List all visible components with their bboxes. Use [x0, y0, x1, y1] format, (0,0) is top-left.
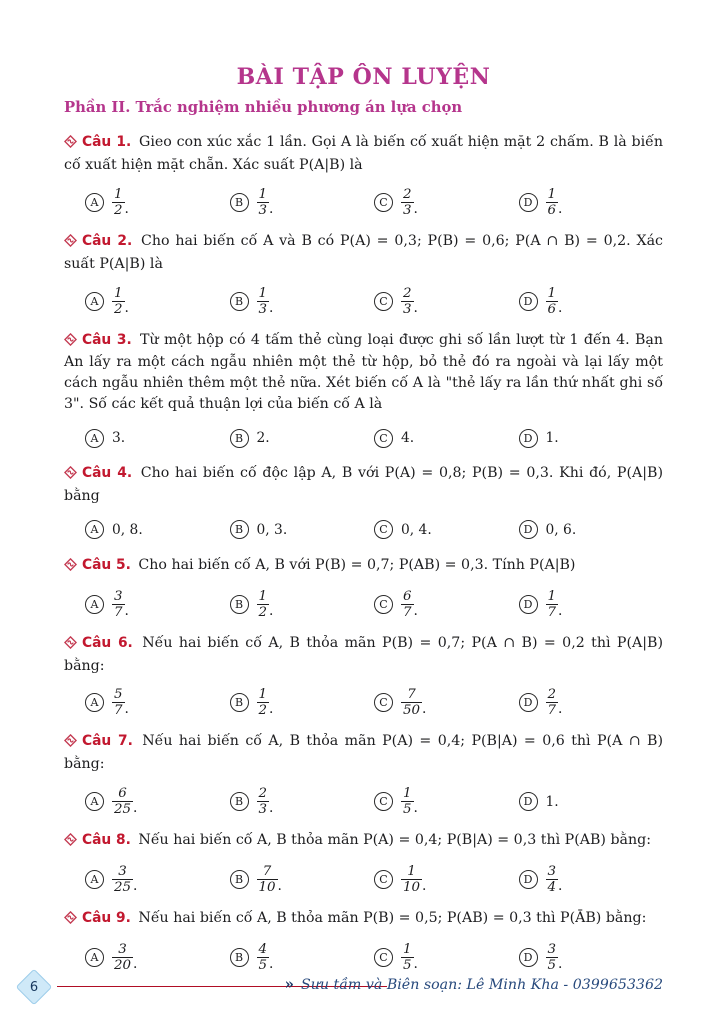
- fraction: [257, 187, 270, 218]
- option-letter: B: [230, 792, 249, 811]
- question-block: [64, 463, 663, 542]
- option-suffix: .: [133, 955, 138, 972]
- footer-credit: [285, 975, 663, 993]
- options-row: [64, 589, 663, 620]
- option-suffix: .: [558, 602, 563, 619]
- option-letter: B: [230, 870, 249, 889]
- fraction-denominator: 6: [547, 202, 557, 218]
- question-marker-icon: [64, 134, 77, 155]
- question-text: [64, 908, 663, 931]
- option-c: [374, 187, 519, 218]
- fraction-numerator: 1: [258, 588, 268, 604]
- option-suffix: .: [133, 878, 138, 894]
- option-letter: D: [519, 520, 538, 539]
- question-label: Câu 5.: [82, 556, 131, 573]
- option-letter: A: [85, 870, 104, 889]
- option-a: [85, 864, 230, 895]
- option-value: [112, 786, 137, 817]
- fraction-numerator: 2: [258, 786, 268, 802]
- option-value: [257, 864, 282, 895]
- option-c: [374, 864, 519, 895]
- option-value: [401, 522, 432, 538]
- option-d: [519, 589, 664, 620]
- fraction-numerator: 3: [547, 941, 557, 957]
- fraction-denominator: 25: [114, 880, 132, 895]
- fraction: [112, 187, 125, 218]
- options-row: [64, 786, 663, 817]
- fraction-denominator: 10: [258, 880, 276, 895]
- option-suffix: .: [413, 800, 418, 817]
- footer-credit-text: Sưu tầm và Biên soạn: Lê Minh Kha - 0399653362: [300, 977, 663, 993]
- option-letter: C: [374, 193, 393, 212]
- option-suffix: .: [124, 701, 129, 718]
- fraction-denominator: 4: [547, 880, 557, 895]
- fraction-numerator: 1: [258, 186, 268, 202]
- option-value: [401, 430, 414, 446]
- option-value: [401, 786, 418, 817]
- fraction-denominator: 2: [258, 604, 268, 620]
- option-b: [230, 864, 375, 895]
- option-d: [519, 426, 664, 450]
- question-text: [64, 731, 663, 775]
- fraction-numerator: 3: [547, 864, 557, 879]
- option-a: [85, 187, 230, 218]
- fraction-numerator: 1: [114, 186, 123, 202]
- fraction-denominator: 7: [114, 703, 123, 719]
- fraction-numerator: 2: [547, 687, 557, 703]
- option-b: [230, 518, 375, 542]
- option-value: [257, 589, 274, 620]
- option-b: [230, 687, 375, 718]
- fraction: [257, 589, 270, 620]
- option-letter: D: [519, 429, 538, 448]
- option-value: [112, 864, 137, 895]
- option-suffix: .: [558, 878, 563, 894]
- option-letter: B: [230, 520, 249, 539]
- fraction-denominator: 5: [258, 957, 268, 973]
- question-body-text: Cho hai biến cố A, B với P(B) = 0,7; P(AB) = 0,3. Tính P(A|B): [133, 556, 576, 573]
- option-suffix: .: [269, 200, 274, 217]
- question-text: [64, 330, 663, 416]
- option-d: [519, 187, 664, 218]
- question-label: Câu 6.: [82, 634, 133, 651]
- fraction-numerator: 1: [547, 285, 557, 301]
- question-label: Câu 7.: [82, 733, 133, 750]
- fraction: [546, 187, 559, 218]
- option-a: [85, 426, 230, 450]
- fraction: [257, 864, 278, 895]
- question-body-text: Nếu hai biến cố A, B thỏa mãn P(A) = 0,4; P(B|A) = 0,3 thì P(AB) bằng:: [133, 832, 651, 849]
- question-list: [64, 132, 663, 973]
- option-value: [112, 589, 129, 620]
- option-d: [519, 286, 664, 317]
- option-value: [112, 187, 129, 218]
- option-b: [230, 589, 375, 620]
- fraction-denominator: 3: [258, 802, 268, 818]
- option-letter: D: [519, 292, 538, 311]
- fraction: [401, 286, 414, 317]
- option-suffix: .: [269, 602, 274, 619]
- fraction-denominator: 7: [403, 604, 412, 620]
- option-suffix: .: [269, 299, 274, 316]
- option-suffix: .: [124, 602, 129, 619]
- fraction-numerator: 1: [403, 786, 412, 802]
- question-block: [64, 731, 663, 817]
- question-marker-icon: [64, 832, 77, 853]
- option-suffix: .: [269, 800, 274, 817]
- option-suffix: .: [277, 878, 282, 894]
- option-letter: C: [374, 595, 393, 614]
- option-value: [546, 522, 577, 538]
- question-block: [64, 231, 663, 317]
- option-suffix: .: [133, 800, 138, 817]
- option-text: 0, 8.: [112, 521, 143, 538]
- fraction-numerator: 6: [118, 786, 127, 802]
- option-value: [112, 687, 129, 718]
- option-value: [257, 430, 270, 446]
- fraction-numerator: 6: [403, 588, 412, 604]
- question-text: [64, 231, 663, 275]
- question-text: [64, 633, 663, 677]
- fraction-numerator: 1: [114, 285, 123, 301]
- fraction-denominator: 25: [114, 802, 132, 818]
- question-label: Câu 8.: [82, 832, 131, 849]
- option-letter: B: [230, 948, 249, 967]
- option-suffix: .: [413, 602, 418, 619]
- fraction-numerator: 3: [118, 864, 127, 879]
- question-text: [64, 463, 663, 507]
- option-letter: A: [85, 693, 104, 712]
- option-letter: A: [85, 193, 104, 212]
- question-body-text: Nếu hai biến cố A, B thỏa mãn P(B) = 0,7; P(A ∩ B) = 0,2 thì P(A|B) bằng:: [64, 634, 663, 674]
- fraction-denominator: 5: [403, 802, 412, 818]
- question-block: [64, 132, 663, 218]
- option-letter: D: [519, 948, 538, 967]
- fraction: [112, 589, 125, 620]
- question-body-text: Cho hai biến cố độc lập A, B với P(A) = 0,8; P(B) = 0,3. Khi đó, P(A|B) bằng: [64, 465, 663, 504]
- option-letter: B: [230, 595, 249, 614]
- option-letter: D: [519, 193, 538, 212]
- option-value: [401, 687, 426, 718]
- option-letter: C: [374, 870, 393, 889]
- option-letter: A: [85, 792, 104, 811]
- page-footer: [0, 966, 725, 1010]
- option-text: 1.: [545, 430, 559, 446]
- option-a: [85, 786, 230, 817]
- question-text: [64, 132, 663, 176]
- option-text: 4.: [401, 430, 415, 446]
- option-text: 0, 4.: [401, 521, 432, 538]
- option-letter: C: [374, 948, 393, 967]
- option-letter: A: [85, 520, 104, 539]
- option-d: [519, 687, 664, 718]
- fraction: [112, 687, 125, 718]
- option-letter: D: [519, 870, 538, 889]
- option-suffix: .: [269, 955, 274, 972]
- fraction-denominator: 3: [258, 301, 268, 317]
- fraction-numerator: 1: [547, 186, 557, 202]
- fraction: [401, 589, 414, 620]
- fraction-numerator: 3: [118, 941, 127, 957]
- fraction-denominator: 2: [258, 703, 268, 719]
- option-value: [257, 187, 274, 218]
- option-letter: C: [374, 792, 393, 811]
- options-row: [64, 286, 663, 317]
- option-letter: D: [519, 693, 538, 712]
- option-value: [401, 286, 418, 317]
- question-block: [64, 830, 663, 895]
- option-value: [257, 286, 274, 317]
- question-marker-icon: [64, 332, 77, 353]
- option-text: 2.: [256, 430, 270, 446]
- fraction-numerator: 5: [114, 687, 123, 703]
- fraction-denominator: 2: [114, 301, 123, 317]
- option-a: [85, 286, 230, 317]
- option-letter: C: [374, 292, 393, 311]
- question-label: Câu 3.: [82, 331, 132, 348]
- fraction: [257, 286, 270, 317]
- options-row: [64, 687, 663, 718]
- options-row: [64, 426, 663, 450]
- fraction-denominator: 6: [547, 301, 557, 317]
- fraction: [112, 864, 133, 895]
- option-c: [374, 786, 519, 817]
- page-number: 6: [29, 979, 39, 995]
- fraction-denominator: 7: [547, 604, 557, 620]
- question-text: [64, 830, 663, 853]
- question-marker-icon: [64, 733, 77, 754]
- fraction-denominator: 50: [403, 703, 421, 719]
- option-suffix: .: [422, 701, 427, 718]
- option-text: 0, 3.: [256, 521, 288, 538]
- fraction-numerator: 2: [403, 285, 412, 301]
- option-value: [546, 794, 559, 810]
- question-block: [64, 555, 663, 620]
- option-value: [401, 864, 426, 895]
- question-marker-icon: [64, 233, 77, 254]
- question-marker-icon: [64, 465, 77, 486]
- question-body-text: Nếu hai biến cố A, B thỏa mãn P(A) = 0,4; P(B|A) = 0,6 thì P(A ∩ B) bằng:: [64, 733, 663, 773]
- option-suffix: .: [413, 200, 418, 217]
- question-body-text: Gieo con xúc xắc 1 lần. Gọi A là biến cố xuất hiện mặt 2 chấm. B là biến cố xuất hiện mặt chẵn. Xác suất P(A|B) là: [64, 134, 664, 173]
- question-marker-icon: [64, 557, 77, 578]
- option-value: [257, 687, 274, 718]
- question-label: Câu 9.: [82, 910, 131, 926]
- question-body-text: Nếu hai biến cố A, B thỏa mãn P(B) = 0,5; P(AB) = 0,3 thì P(ĀB) bằng:: [133, 910, 647, 926]
- option-suffix: .: [558, 299, 563, 316]
- fraction-numerator: 3: [114, 588, 123, 604]
- fraction: [546, 589, 559, 620]
- fraction: [546, 286, 559, 317]
- option-c: [374, 687, 519, 718]
- option-c: [374, 286, 519, 317]
- option-value: [546, 864, 563, 895]
- option-text: 3.: [112, 430, 126, 446]
- fraction-numerator: 7: [262, 864, 272, 879]
- fraction-denominator: 3: [258, 202, 268, 218]
- fraction-numerator: 2: [403, 186, 412, 202]
- option-letter: A: [85, 948, 104, 967]
- fraction-denominator: 10: [403, 880, 421, 895]
- option-letter: B: [230, 292, 249, 311]
- option-b: [230, 426, 375, 450]
- option-b: [230, 187, 375, 218]
- fraction-numerator: 1: [258, 285, 268, 301]
- fraction: [546, 864, 559, 895]
- option-suffix: .: [422, 878, 427, 894]
- fraction-numerator: 1: [258, 687, 268, 703]
- fraction-numerator: 1: [547, 588, 557, 604]
- question-block: [64, 633, 663, 719]
- option-b: [230, 786, 375, 817]
- fraction: [112, 286, 125, 317]
- fraction-denominator: 5: [403, 957, 412, 973]
- section-subtitle: Phần II. Trắc nghiệm nhiều phương án lựa chọn: [64, 99, 463, 116]
- question-marker-icon: [64, 910, 77, 931]
- fraction-numerator: 7: [407, 687, 416, 703]
- option-value: [546, 430, 559, 446]
- fraction: [112, 786, 133, 817]
- fraction-denominator: 3: [403, 301, 412, 317]
- option-value: [257, 522, 288, 538]
- option-letter: C: [374, 693, 393, 712]
- option-letter: A: [85, 595, 104, 614]
- fraction: [257, 687, 270, 718]
- option-letter: C: [374, 520, 393, 539]
- option-letter: B: [230, 193, 249, 212]
- option-suffix: .: [124, 299, 129, 316]
- fraction: [401, 187, 414, 218]
- fraction-denominator: 2: [114, 202, 123, 218]
- fraction: [401, 687, 422, 718]
- option-letter: A: [85, 292, 104, 311]
- question-text: [64, 555, 663, 578]
- option-c: [374, 589, 519, 620]
- fraction: [401, 864, 422, 895]
- fraction-denominator: 3: [403, 202, 412, 218]
- option-value: [546, 589, 563, 620]
- option-suffix: .: [558, 701, 563, 718]
- question-label: Câu 2.: [82, 232, 133, 249]
- option-value: [112, 286, 129, 317]
- option-b: [230, 286, 375, 317]
- option-value: [546, 286, 563, 317]
- fraction-numerator: 1: [403, 941, 412, 957]
- fraction: [257, 786, 270, 817]
- page-title: BÀI TẬP ÔN LUYỆN: [236, 64, 491, 90]
- option-d: [519, 864, 664, 895]
- option-c: [374, 426, 519, 450]
- option-letter: C: [374, 429, 393, 448]
- option-suffix: .: [558, 200, 563, 217]
- question-block: [64, 330, 663, 451]
- option-text: 1.: [545, 793, 559, 810]
- option-value: [546, 187, 563, 218]
- fraction: [546, 687, 559, 718]
- option-a: [85, 518, 230, 542]
- fraction-denominator: 5: [547, 957, 557, 973]
- option-a: [85, 589, 230, 620]
- options-row: [64, 518, 663, 542]
- option-letter: D: [519, 792, 538, 811]
- fraction-denominator: 7: [114, 604, 123, 620]
- fraction-numerator: 1: [407, 864, 416, 879]
- option-suffix: .: [124, 200, 129, 217]
- option-suffix: .: [413, 299, 418, 316]
- option-value: [546, 687, 563, 718]
- fraction-denominator: 20: [114, 957, 132, 973]
- option-value: [401, 187, 418, 218]
- options-row: [64, 187, 663, 218]
- option-letter: B: [230, 693, 249, 712]
- option-c: [374, 518, 519, 542]
- option-letter: A: [85, 429, 104, 448]
- option-value: [257, 786, 274, 817]
- option-suffix: .: [558, 955, 563, 972]
- double-chevron-icon: »: [284, 975, 294, 993]
- fraction-numerator: 4: [258, 941, 268, 957]
- option-value: [401, 589, 418, 620]
- option-text: 0, 6.: [545, 521, 577, 538]
- fraction: [401, 786, 414, 817]
- option-d: [519, 518, 664, 542]
- option-a: [85, 687, 230, 718]
- option-letter: B: [230, 429, 249, 448]
- question-body-text: Từ một hộp có 4 tấm thẻ cùng loại được ghi số lần lượt từ 1 đến 4. Bạn An lấy ra một cách ngẫu nhiên một thẻ từ hộp, bỏ thẻ đó ra ngoài và lại lấy một cách ngẫu nhiên thêm một thẻ nữa. Xét biến cố A là "thẻ lấy ra lần thứ nhất ghi số 3". Số các kết quả thuận lợi của biến cố A là: [64, 331, 663, 413]
- options-row: [64, 864, 663, 895]
- question-label: Câu 1.: [82, 134, 132, 150]
- question-block: [64, 908, 663, 973]
- question-marker-icon: [64, 635, 77, 656]
- question-body-text: Cho hai biến cố A và B có P(A) = 0,3; P(B) = 0,6; P(A ∩ B) = 0,2. Xác suất P(A|B) là: [64, 232, 663, 272]
- question-label: Câu 4.: [82, 465, 133, 481]
- option-value: [112, 522, 143, 538]
- option-letter: D: [519, 595, 538, 614]
- fraction-denominator: 7: [547, 703, 557, 719]
- option-d: [519, 790, 664, 814]
- option-suffix: .: [413, 955, 418, 972]
- page-number-badge: [16, 969, 53, 1006]
- option-suffix: .: [269, 701, 274, 718]
- option-value: [112, 430, 125, 446]
